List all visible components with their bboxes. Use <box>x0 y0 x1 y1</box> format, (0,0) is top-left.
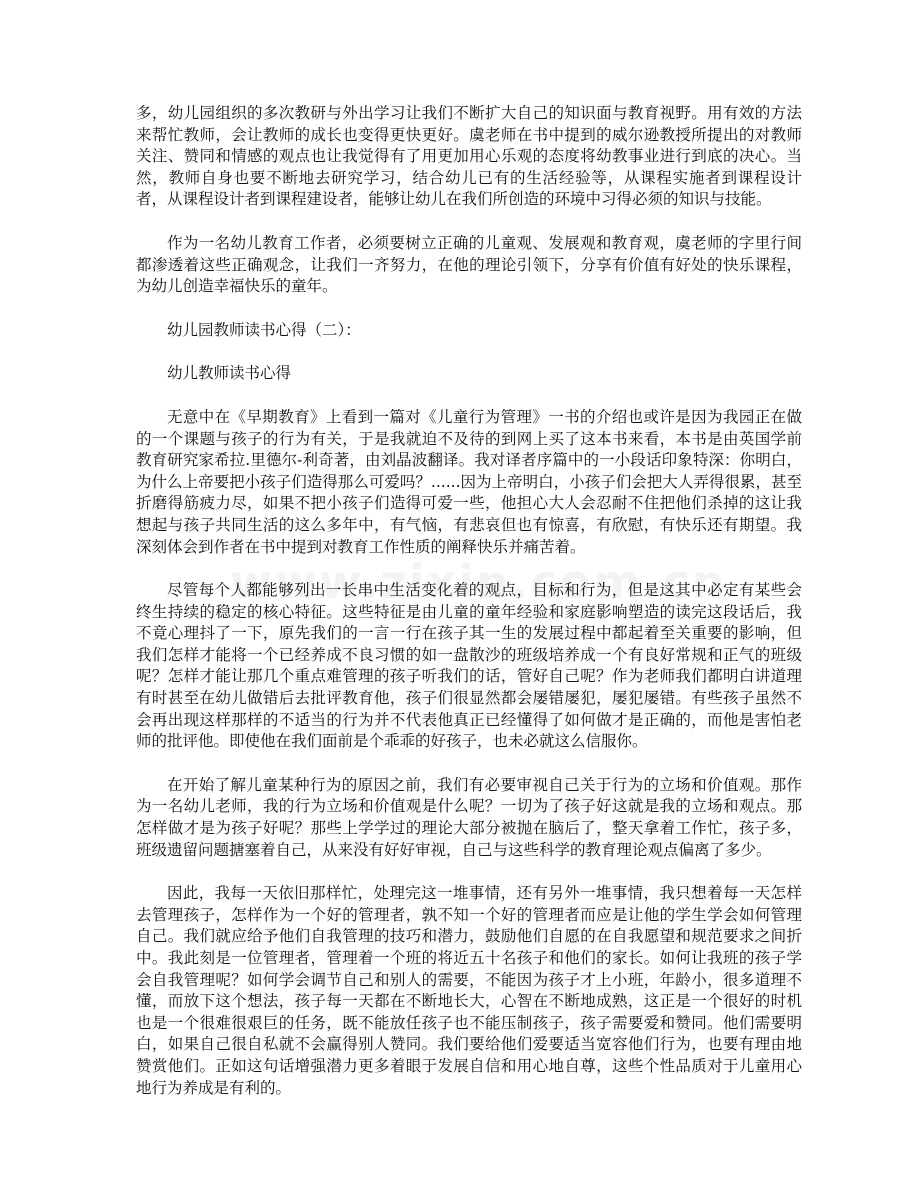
paragraph-self-management: 因此，我每一天依旧那样忙，处理完这一堆事情，还有另外一堆事情，我只想着每一天怎样去管理孩子，怎样作为一个好的管理者，孰不知一个好的管理者而应是让他的学生学会如何管理自己。我们就应给予他们自我管理的技巧和潜力，鼓励他们自愿的在自我愿望和规范要求之间折中。我此刻是一位管理者，管理着一个班的将近五十名孩子和他们的家长。如何让我班的孩子学会自我管理呢？如何学会调节自己和别人的需要，不能因为孩子才上小班，年龄小，很多道理不懂，而放下这个想法，孩子每一天都在不断地长大，心智在不断地成熟，这正是一个很好的时机也是一个很难很艰巨的任务，既不能放任孩子也不能压制孩子，孩子需要爱和赞同。他们需要明白，如果自己很自私就不会赢得别人赞同。我们要给他们爱要适当宽容他们行为，也要有理由地赞赏他们。正如这句话增强潜力更多着眼于发展自信和用心地自尊，这些个性品质对于儿童用心地行为养成是有利的。 <box>136 884 802 1097</box>
subsection-heading: 幼儿教师读书心得 <box>167 364 292 383</box>
paragraph-book-intro: 无意中在《早期教育》上看到一篇对《儿童行为管理》一书的介绍也或许是因为我园正在做的一个课题与孩子的行为有关，于是我就迫不及待的到网上买了这本书来看，本书是由英国学前教育研究家希拉.里德尔-利奇著，由刘晶波翻译。我对译者序篇中的一小段话印象特深：你明白，为什么上帝要把小孩子们造得那么可爱吗？......因为上帝明白，小孩子们会把大人弄得很累，甚至折磨得筋疲力尽，如果不把小孩子们造得可爱一些，他担心大人会忍耐不住把他们杀掉的这让我想起与孩子共同生活的这么多年中，有气恼，有悲哀但也有惊喜，有欣慰，有快乐还有期望。我深刻体会到作者在书中提到对教育工作性质的阐释快乐并痛苦着。 <box>136 407 802 556</box>
paragraph-core-traits: 尽管每个人都能够列出一长串中生活变化着的观点，目标和行为，但是这其中必定有某些会终生持续的稳定的核心特征。这些特征是由儿童的童年经验和家庭影响塑造的读完这段话后，我不竟心理抖了一下，原先我们的一言一行在孩子其一生的发展过程中都起着至关重要的影响，但我们怎样才能将一个已经养成不良习惯的如一盘散沙的班级培养成一个有良好常规和正气的班级呢？怎样才能让那几个重点难管理的孩子听我们的话，管好自己呢？作为老师我们都明白讲道理有时甚至在幼儿做错后去批评教育他，孩子们很显然都会屡错屡犯，屡犯屡错。有些孩子虽然不会再出现这样那样的不适当的行为并不代表他真正已经懂得了如何做才是正确的，而他是害怕老师的批评他。即使他在我们面前是个乖乖的好孩子，也未必就这么信服你。 <box>136 581 802 751</box>
paragraph-educator-role: 作为一名幼儿教育工作者，必须要树立正确的儿童观、发展观和教育观，虞老师的字里行间都渗透着这些正确观念，让我们一齐努力，在他的理论引领下，分享有价值有好处的快乐课程，为幼儿创造幸福快乐的童年。 <box>136 233 802 296</box>
paragraph-continuation: 多，幼儿园组织的多次教研与外出学习让我们不断扩大自己的知识面与教育视野。用有效的方法来帮忙教师，会让教师的成长也变得更快更好。虞老师在书中提到的威尔逊教授所提出的对教师关注、赞同和情感的观点也让我觉得有了用更加用心乐观的态度将幼教事业进行到底的决心。当然，教师自身也要不断地去研究学习，结合幼儿已有的生活经验等，从课程实施者到课程设计者，从课程设计者到课程建设者，能够让幼儿在我们所创造的环境中习得必须的知识与技能。 <box>136 104 802 209</box>
document-body <box>136 103 802 1121</box>
section-heading: 幼儿园教师读书心得（二）： <box>167 320 361 339</box>
paragraph-values: 在开始了解儿童某种行为的原因之前，我们有必要审视自己关于行为的立场和价值观。那作为一名幼儿老师，我的行为立场和价值观是什么呢？一切为了孩子好这就是我的立场和观点。那怎样做才是为孩子好呢？那些上学学过的理论大部分被抛在脑后了，整天拿着工作忙，孩子多，班级遗留问题搪塞着自己，从来没有好好审视，自己与这些科学的教育理论观点偏离了多少。 <box>136 775 802 859</box>
